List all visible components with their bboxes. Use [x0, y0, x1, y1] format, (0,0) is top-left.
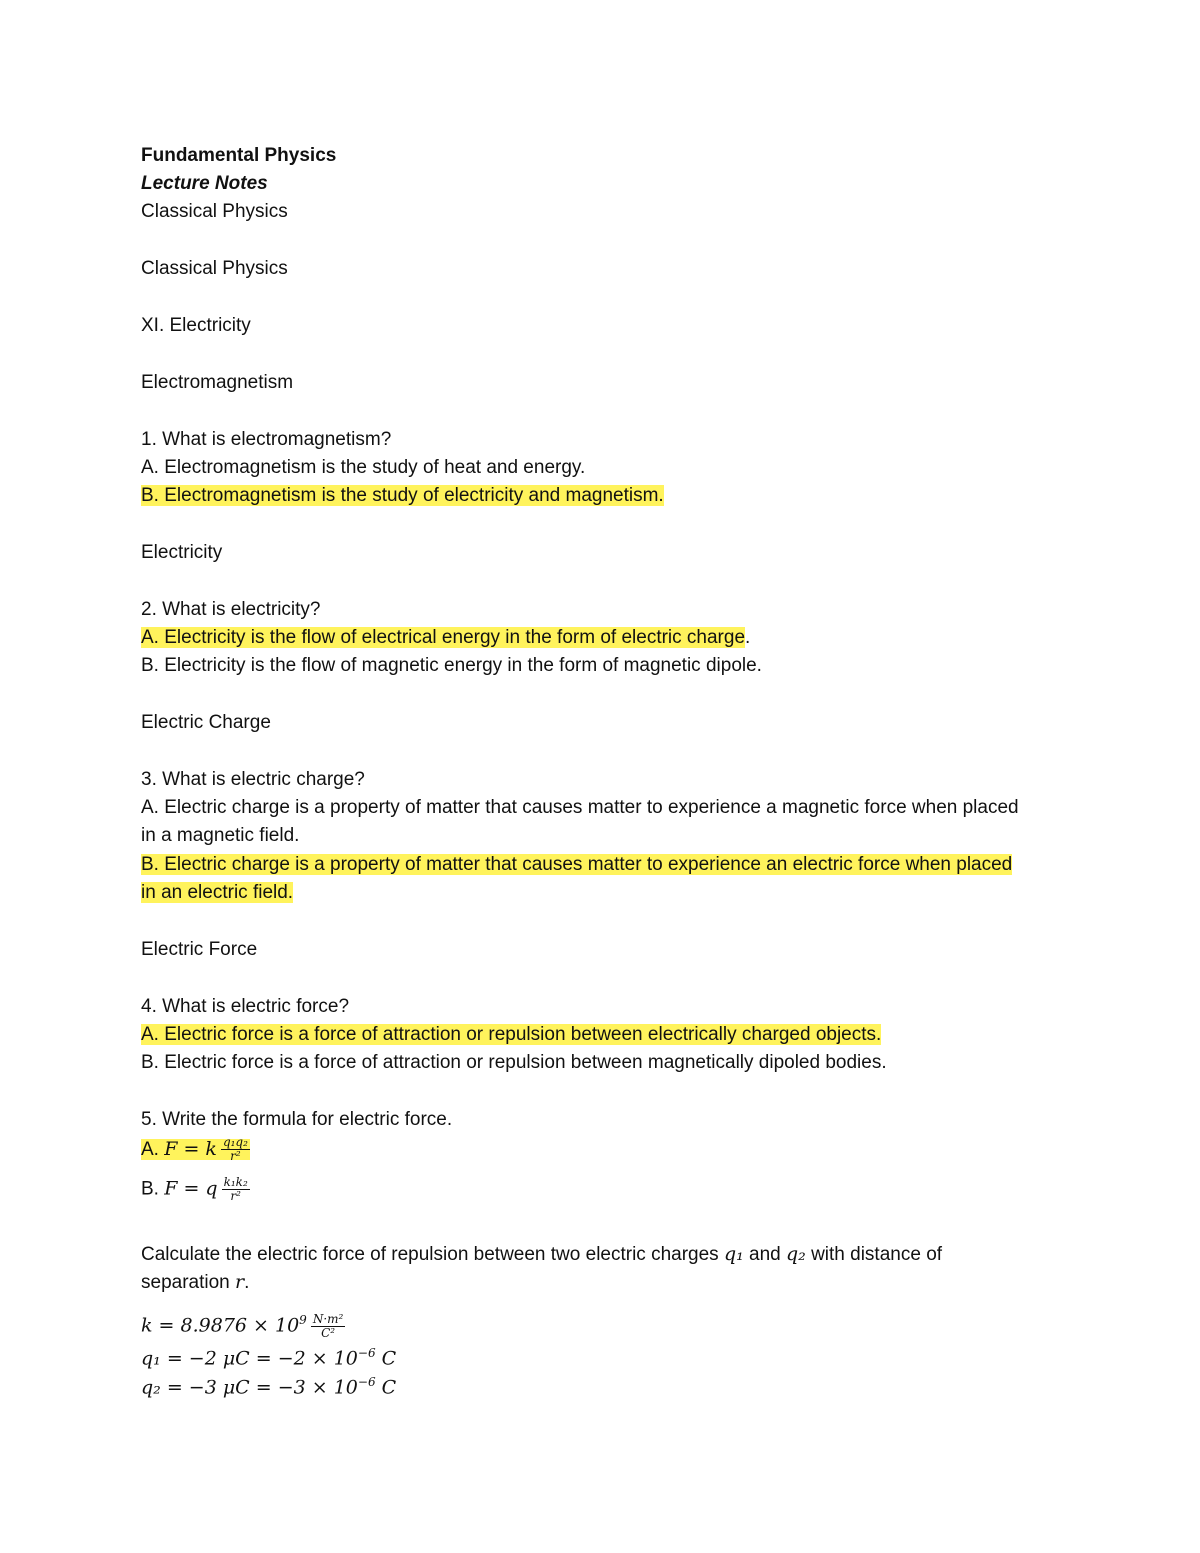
question-1: 1. What is electromagnetism?	[141, 429, 392, 450]
highlighted-answer: A. Electricity is the flow of electrical energy in the form of electric charge	[141, 627, 746, 648]
question-3: 3. What is electric charge?	[141, 769, 365, 790]
highlighted-answer: B. Electromagnetism is the study of electricity and magnetism.	[141, 485, 664, 506]
section-heading: Classical Physics	[141, 258, 288, 279]
question-3-option-a-line-1: A. Electric charge is a property of matter that causes matter to experience a magnetic force when placed	[141, 797, 1019, 818]
question-5: 5. Write the formula for electric force.	[141, 1109, 453, 1130]
highlighted-answer: A. F = k $\frac{\text{q₁q₂}}{\text{r²}}$	[141, 1135, 248, 1163]
highlighted-answer: A. Electric force is a force of attraction or repulsion between electrically charged objects.	[141, 1024, 882, 1045]
question-3-option-a-line-2: in a magnetic field.	[141, 825, 300, 846]
question-2: 2. What is electricity?	[141, 599, 321, 620]
question-5-option-b: B. F = q $\frac{\text{k₁k₂}}{\text{r²}}$	[141, 1175, 248, 1203]
question-3-option-b-line-1	[141, 853, 1012, 877]
highlighted-answer: B. Electric charge is a property of matter that causes matter to experience an electric force when placed	[141, 854, 1013, 875]
fraction: $\frac{\text{q₁q₂}}{\text{r²}}$	[222, 1135, 248, 1163]
doc-title: Fundamental Physics	[141, 145, 337, 166]
question-4-option-a	[141, 1023, 881, 1047]
formula-a: F = k	[164, 1137, 217, 1160]
topic-heading-electric-charge: Electric Charge	[141, 712, 271, 733]
chapter-heading: XI. Electricity	[141, 315, 251, 336]
charge-q1: q₁ = −2 $\mu C = -2 \times 10^{-6}$ C	[141, 1346, 397, 1370]
question-4-option-b: B. Electric force is a force of attraction or repulsion between magnetically dipoled bodies.	[141, 1052, 887, 1073]
doc-course: Classical Physics	[141, 201, 288, 222]
charge-q2: q₂ = −3 $\mu C = -3 \times 10^{-6}$ C	[141, 1375, 397, 1399]
formula-b: F = q	[164, 1177, 218, 1200]
question-4: 4. What is electric force?	[141, 996, 350, 1017]
question-1-option-a: A. Electromagnetism is the study of heat and energy.	[141, 457, 586, 478]
topic-heading-electric-force: Electric Force	[141, 939, 258, 960]
calculation-prompt-line-1: Calculate the electric force of repulsion between two electric charges q₁ and q₂ with distance of	[141, 1243, 943, 1265]
question-5-option-a	[141, 1136, 250, 1163]
fraction: $\frac{\text{N·m²}}{\text{C²}}$	[312, 1311, 344, 1340]
question-2-option-b: B. Electricity is the flow of magnetic energy in the form of magnetic dipole.	[141, 655, 762, 676]
question-3-option-b-line-2	[141, 881, 293, 905]
question-2-option-a: A. Electricity is the flow of electrical energy in the form of electric charge.	[141, 627, 751, 648]
doc-subtitle: Lecture Notes	[141, 173, 268, 194]
fraction: $\frac{\text{k₁k₂}}{\text{r²}}$	[223, 1175, 248, 1203]
question-1-option-b	[141, 484, 664, 508]
topic-heading-electromagnetism: Electromagnetism	[141, 372, 294, 393]
highlighted-answer: in an electric field.	[141, 882, 294, 903]
constant-k: $k = 8.9876 \times 10^9$ $\frac{\text{N·m²}}{\text{C²}}$	[141, 1311, 344, 1340]
topic-heading-electricity: Electricity	[141, 542, 223, 563]
calculation-prompt-line-2: separation r.	[141, 1271, 250, 1293]
